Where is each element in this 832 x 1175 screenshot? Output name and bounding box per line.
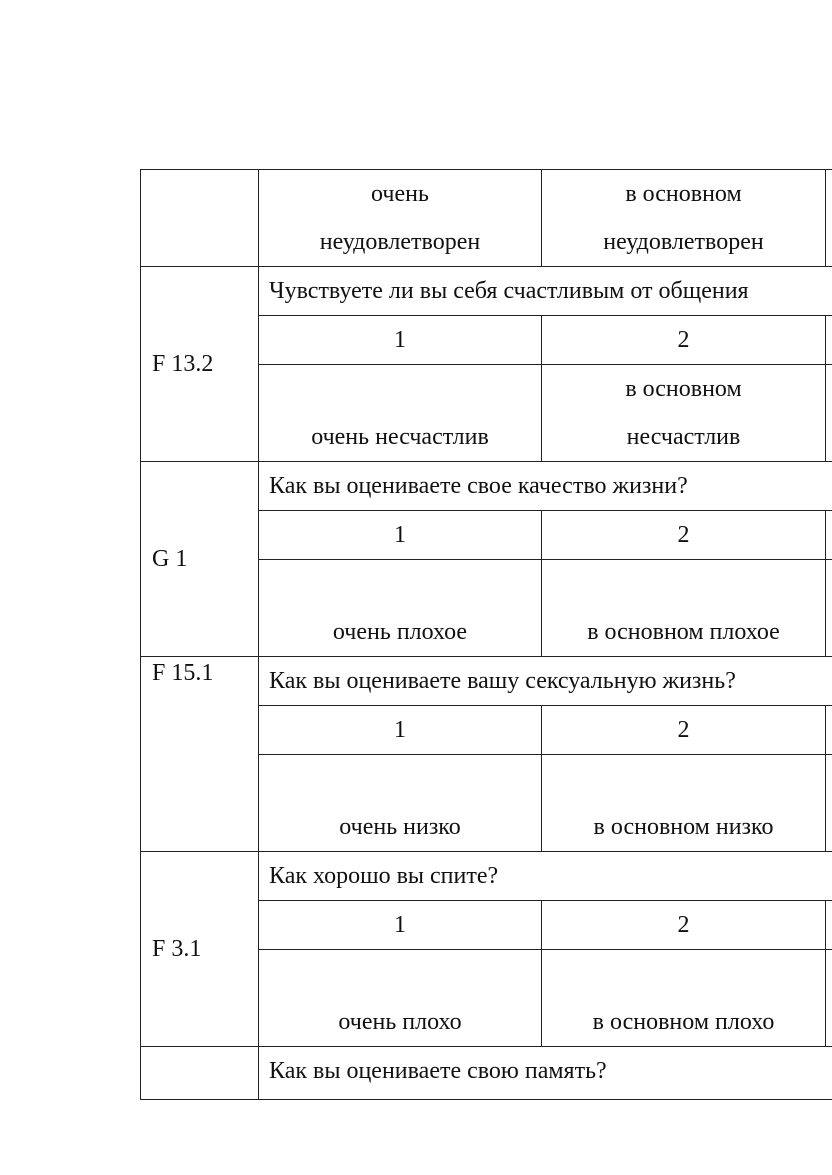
scale-label-cell — [542, 950, 826, 1047]
question-text: Как хорошо вы спите? — [259, 852, 832, 901]
question-text: Как вы оцениваете свою память? — [259, 1047, 832, 1100]
scale-label-cell — [259, 365, 542, 462]
cut-cell — [826, 511, 832, 560]
scale-label-cell — [542, 560, 826, 657]
label-line: очень плохое — [332, 619, 468, 645]
label-line: несчастлив — [626, 424, 741, 450]
table-row — [141, 267, 832, 316]
scale-number: 2 — [542, 901, 826, 950]
table-row — [141, 657, 832, 706]
item-code — [141, 1047, 259, 1100]
scale-number: 1 — [259, 511, 542, 560]
code-cell — [141, 170, 259, 267]
table-row — [141, 852, 832, 901]
questionnaire-table — [140, 169, 832, 1100]
label-line: в основном плохо — [592, 1009, 775, 1035]
cut-cell — [826, 560, 832, 657]
cut-cell — [826, 950, 832, 1047]
label-line: в основном — [625, 181, 742, 207]
label-line: неудовлетворен — [319, 229, 481, 255]
scale-label-cell — [259, 950, 542, 1047]
label-line: очень низко — [339, 814, 461, 840]
cut-cell — [826, 755, 832, 852]
scale-number: 1 — [259, 316, 542, 365]
scale-number: 1 — [259, 706, 542, 755]
label-line: в основном — [625, 376, 742, 402]
label-line: очень плохо — [338, 1009, 462, 1035]
label-line: очень — [371, 181, 429, 207]
scale-number: 2 — [542, 316, 826, 365]
scale-number: 2 — [542, 511, 826, 560]
scale-label-cell — [259, 755, 542, 852]
table-row — [141, 462, 832, 511]
label-line: неудовлетворен — [603, 229, 764, 255]
question-text: Чувствуете ли вы себя счастливым от общения — [259, 267, 832, 316]
cut-cell — [826, 170, 832, 267]
item-code: G 1 — [141, 462, 259, 657]
table-row — [141, 1047, 832, 1100]
item-code: F 3.1 — [141, 852, 259, 1047]
label-line: в основном плохое — [587, 619, 780, 645]
item-code: F 15.1 — [141, 657, 259, 852]
questionnaire-table-container — [140, 169, 832, 1100]
question-text: Как вы оцениваете свое качество жизни? — [259, 462, 832, 511]
table-row — [141, 170, 832, 267]
scale-label-cell — [259, 560, 542, 657]
scale-label-cell — [542, 365, 826, 462]
scale-label-cell — [542, 170, 826, 267]
label-line: очень несчастлив — [311, 424, 489, 450]
cut-cell — [826, 365, 832, 462]
scale-number: 2 — [542, 706, 826, 755]
cut-cell — [826, 706, 832, 755]
cut-cell — [826, 901, 832, 950]
label-line: в основном низко — [593, 814, 774, 840]
cut-cell — [826, 316, 832, 365]
item-code: F 13.2 — [141, 267, 259, 462]
scale-label-cell — [542, 755, 826, 852]
question-text: Как вы оцениваете вашу сексуальную жизнь? — [259, 657, 832, 706]
scale-label-cell — [259, 170, 542, 267]
scale-number: 1 — [259, 901, 542, 950]
